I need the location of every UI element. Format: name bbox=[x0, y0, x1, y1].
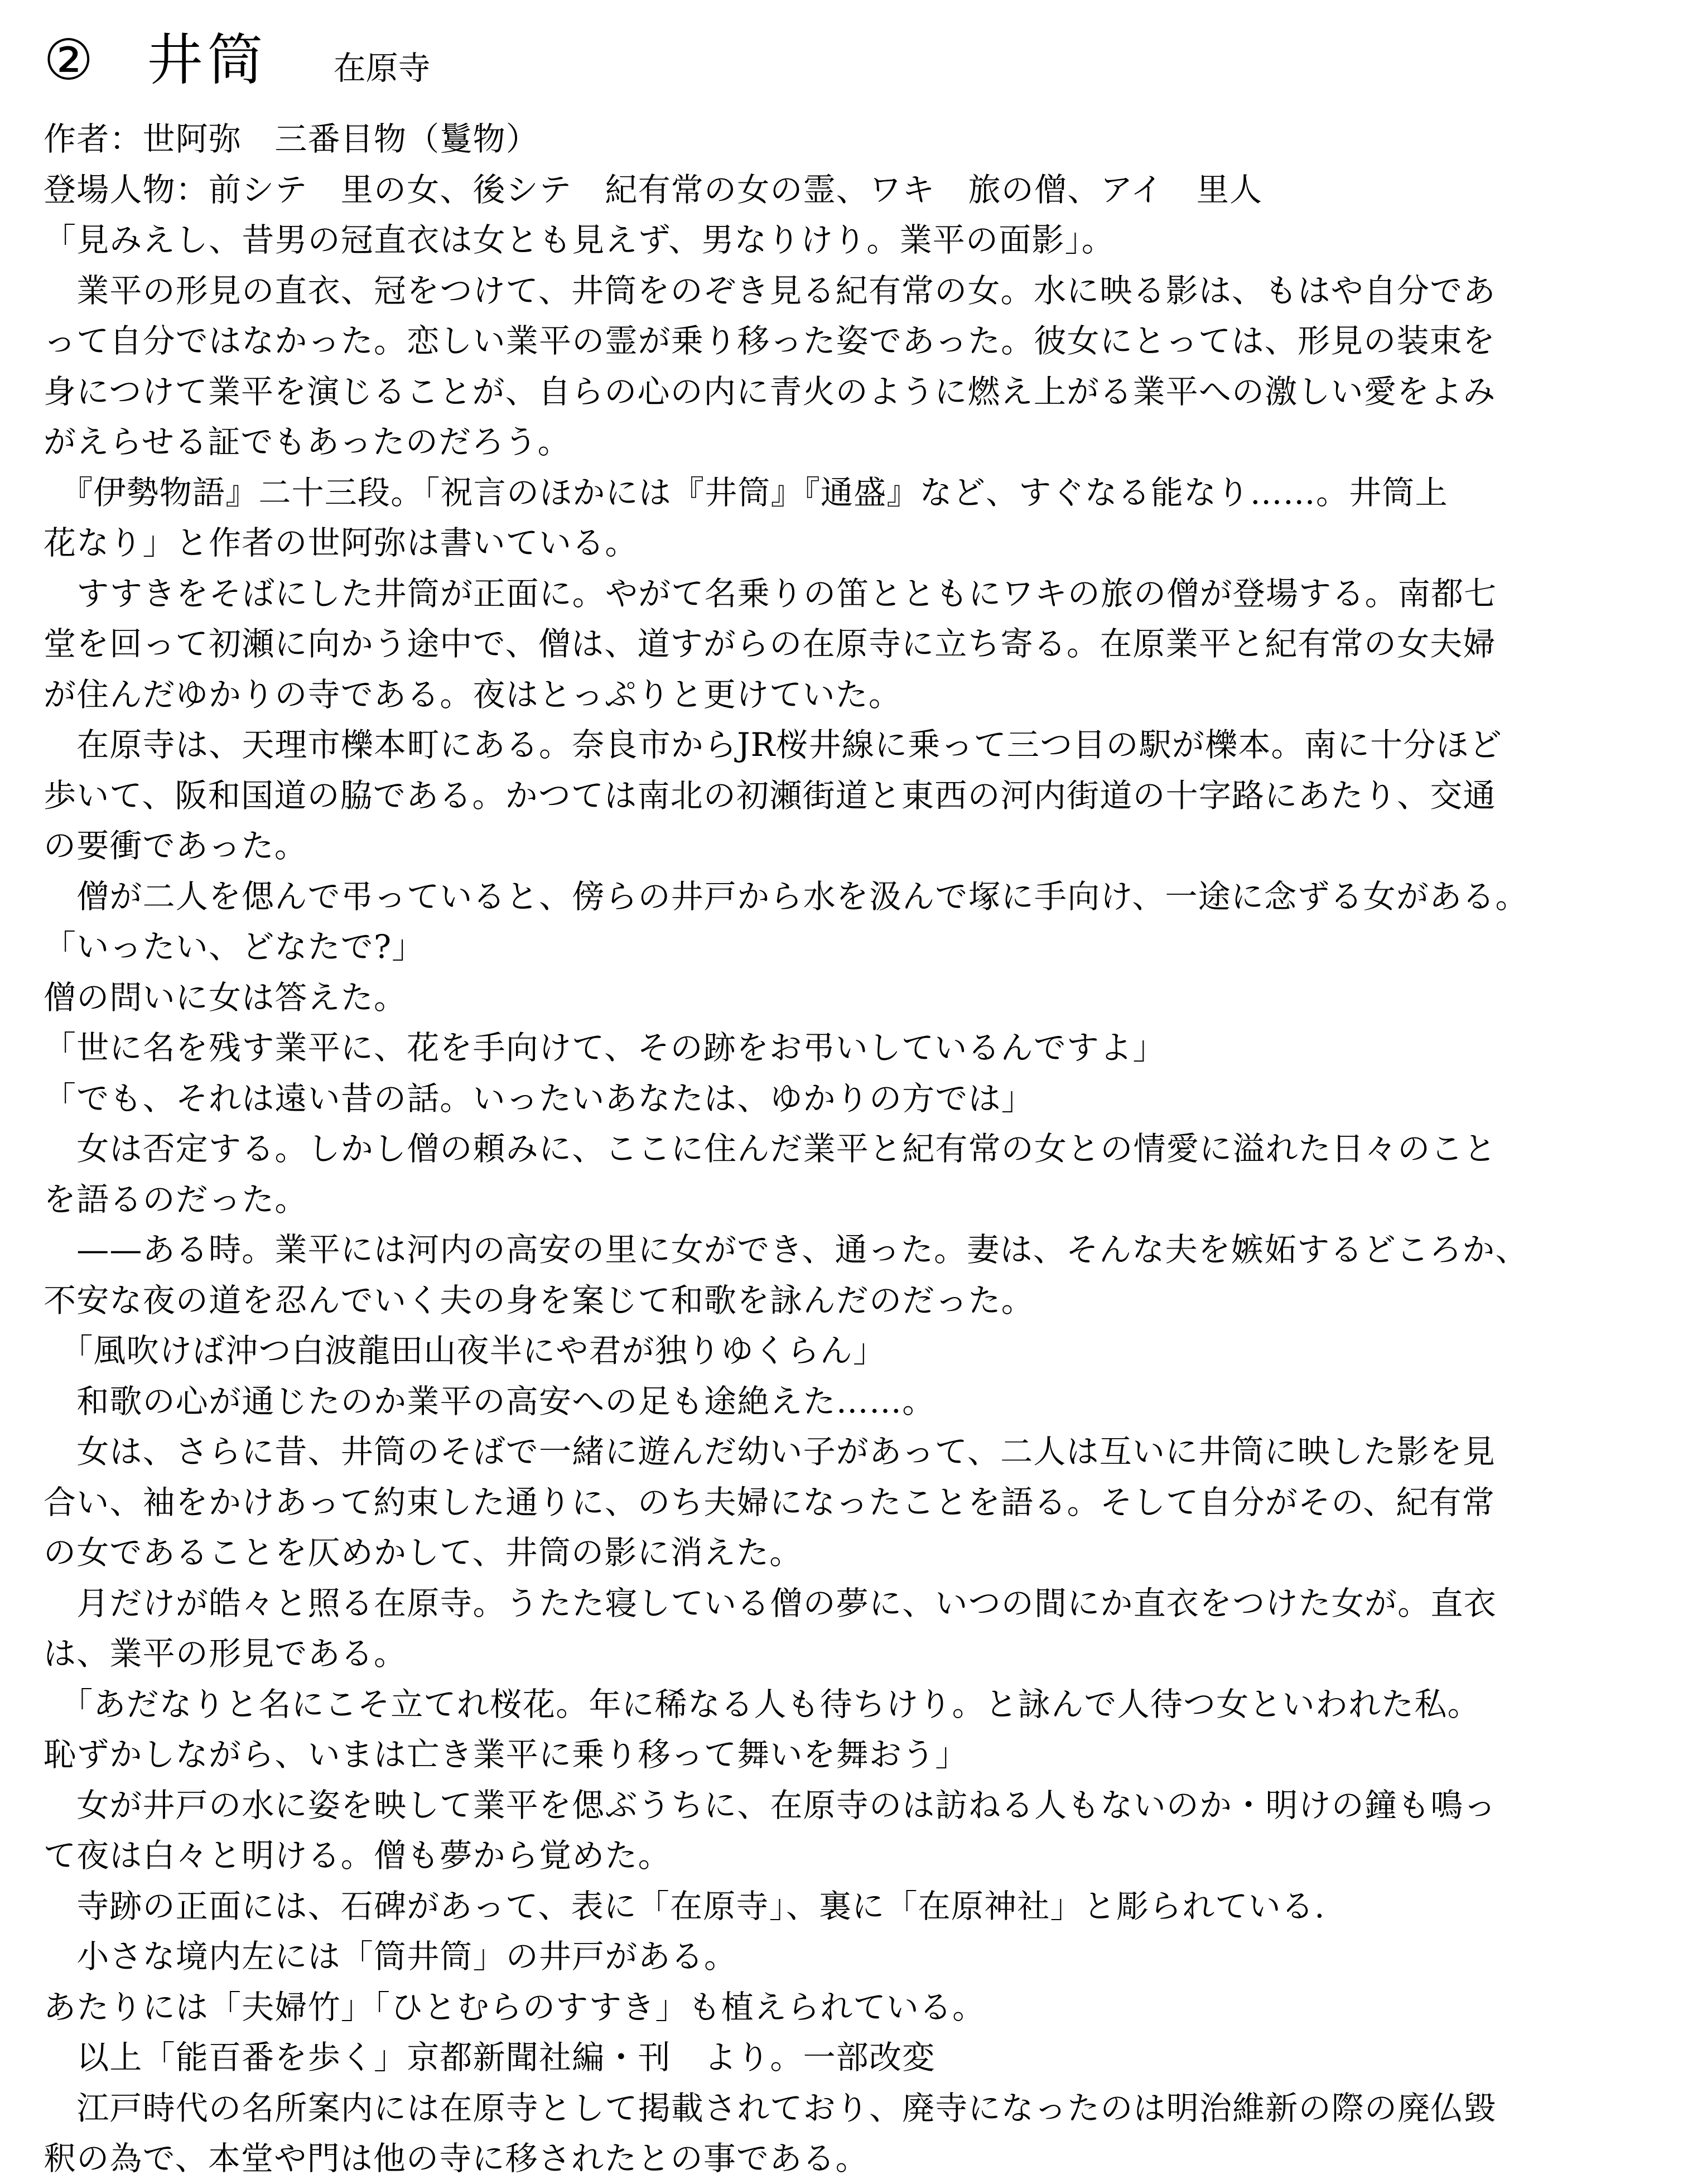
text-line: 僧が二人を偲んで弔っていると、傍らの井戸から水を汲んで塚に手向け、一途に念ずる女がある。 bbox=[44, 877, 1528, 915]
text-line: 花なり」と作者の世阿弥は書いている。 bbox=[44, 524, 638, 562]
text-line: 「世に名を残す業平に、花を手向けて、その跡をお弔いしているんですよ」 bbox=[44, 1029, 1166, 1067]
text-line: 作者：世阿弥 三番目物（鬘物） bbox=[44, 120, 539, 158]
text-line: 以上「能百番を歩く」京都新聞社編・刊 より。一部改変 bbox=[44, 2038, 936, 2076]
text-line: ——ある時。業平には河内の高安の里に女ができ、通った。妻は、そんな夫を嫉妬するどころか、 bbox=[44, 1231, 1528, 1269]
text-line: 江戸時代の名所案内には在原寺として掲載されており、廃寺になったのは明治維新の際の廃仏毀 bbox=[44, 2089, 1497, 2127]
text-line: 女は、さらに昔、井筒のそばで一緒に遊んだ幼い子があって、二人は互いに井筒に映した影を見 bbox=[44, 1433, 1496, 1471]
text-line: 不安な夜の道を忍んでいく夫の身を案じて和歌を詠んだのだった。 bbox=[44, 1281, 1035, 1319]
location-label: 在原寺 bbox=[333, 49, 431, 87]
text-line: 「でも、それは遠い昔の話。いったいあなたは、ゆかりの方では」 bbox=[44, 1079, 1035, 1117]
document-page bbox=[44, 27, 1672, 2184]
text-line: が住んだゆかりの寺である。夜はとっぷりと更けていた。 bbox=[44, 675, 902, 713]
text-line: すすきをそばにした井筒が正面に。やがて名乗りの笛とともにワキの旅の僧が登場する。南都七 bbox=[44, 574, 1497, 613]
text-line: 業平の形見の直衣、冠をつけて、井筒をのぞき見る紀有常の女。水に映る影は、もはや自分であ bbox=[44, 271, 1496, 310]
page-title: 井筒 bbox=[147, 27, 268, 93]
text-line: て夜は白々と明ける。僧も夢から覚めた。 bbox=[44, 1836, 671, 1874]
text-line: 女は否定する。しかし僧の頼みに、ここに住んだ業平と紀有常の女との情愛に溢れた日々のこと bbox=[44, 1130, 1497, 1168]
text-line: の女であることを仄めかして、井筒の影に消えた。 bbox=[44, 1534, 803, 1571]
text-line: 歩いて、阪和国道の脇である。かつては南北の初瀬街道と東西の河内街道の十字路にあたり、交通 bbox=[44, 776, 1496, 814]
text-line: 「あだなりと名にこそ立てれ桜花。年に稀なる人も待ちけり。と詠んで人待つ女といわれた私。 bbox=[44, 1685, 1481, 1723]
text-line: 「見みえし、昔男の冠直衣は女とも見えず、男なりけり。業平の面影」。 bbox=[44, 221, 1115, 259]
text-line: 小さな境内左には「筒井筒」の井戸がある。 bbox=[44, 1937, 737, 1975]
text-line: 『伊勢物語』二十三段。「祝言のほかには『井筒』『通盛』など、すぐなる能なり……。井筒上 bbox=[44, 473, 1448, 512]
text-line: 「風吹けば沖つ白波龍田山夜半にや君が独りゆくらん」 bbox=[44, 1332, 886, 1370]
text-line: って自分ではなかった。恋しい業平の霊が乗り移った姿であった。彼女にとっては、形見の装束を bbox=[44, 322, 1496, 360]
text-line: 恥ずかしながら、いまは亡き業平に乗り移って舞いを舞おう」 bbox=[44, 1735, 968, 1773]
section-number: ② bbox=[44, 27, 94, 93]
text-line: 和歌の心が通じたのか業平の高安への足も途絶えた……。 bbox=[44, 1382, 936, 1420]
text-line: 女が井戸の水に姿を映して業平を偲ぶうちに、在原寺のは訪ねる人もないのか・明けの鐘も鳴っ bbox=[44, 1786, 1497, 1824]
text-line: 僧の問いに女は答えた。 bbox=[44, 978, 407, 1016]
text-line: の要衝であった。 bbox=[44, 827, 308, 865]
text-line: 釈の為で、本堂や門は他の寺に移されたとの事である。 bbox=[44, 2139, 869, 2177]
text-line: 寺跡の正面には、石碑があって、表に「在原寺」、裏に「在原神社」と彫られている. bbox=[44, 1887, 1325, 1925]
text-line: 在原寺は、天理市櫟本町にある。奈良市からJR桜井線に乗って三つ目の駅が櫟本。南に十分ほど bbox=[44, 726, 1502, 764]
text-line: 「いったい、どなたで?」 bbox=[44, 928, 425, 966]
text-line: 登場人物：前シテ 里の女、後シテ 紀有常の女の霊、ワキ 旅の僧、アイ 里人 bbox=[44, 170, 1263, 209]
text-line: がえらせる証でもあったのだろう。 bbox=[44, 423, 571, 461]
text-line: 月だけが皓々と照る在原寺。うたた寝している僧の夢に、いつの間にか直衣をつけた女が。直衣 bbox=[44, 1584, 1497, 1622]
text-line: あたりには「夫婦竹」「ひとむらのすすき」も植えられている。 bbox=[44, 1988, 986, 2026]
title-row bbox=[44, 27, 1672, 110]
text-line: 堂を回って初瀬に向かう途中で、僧は、道すがらの在原寺に立ち寄る。在原業平と紀有常の女夫婦 bbox=[44, 625, 1496, 663]
text-line: を語るのだった。 bbox=[44, 1180, 308, 1218]
body-text bbox=[44, 114, 1672, 2184]
text-line: 身につけて業平を演じることが、自らの心の内に青火のように燃え上がる業平への激しい愛をよみ bbox=[44, 372, 1496, 411]
text-line: は、業平の形見である。 bbox=[44, 1635, 407, 1672]
text-line: 合い、袖をかけあって約束した通りに、のち夫婦になったことを語る。そして自分がその、紀有常 bbox=[44, 1483, 1495, 1521]
